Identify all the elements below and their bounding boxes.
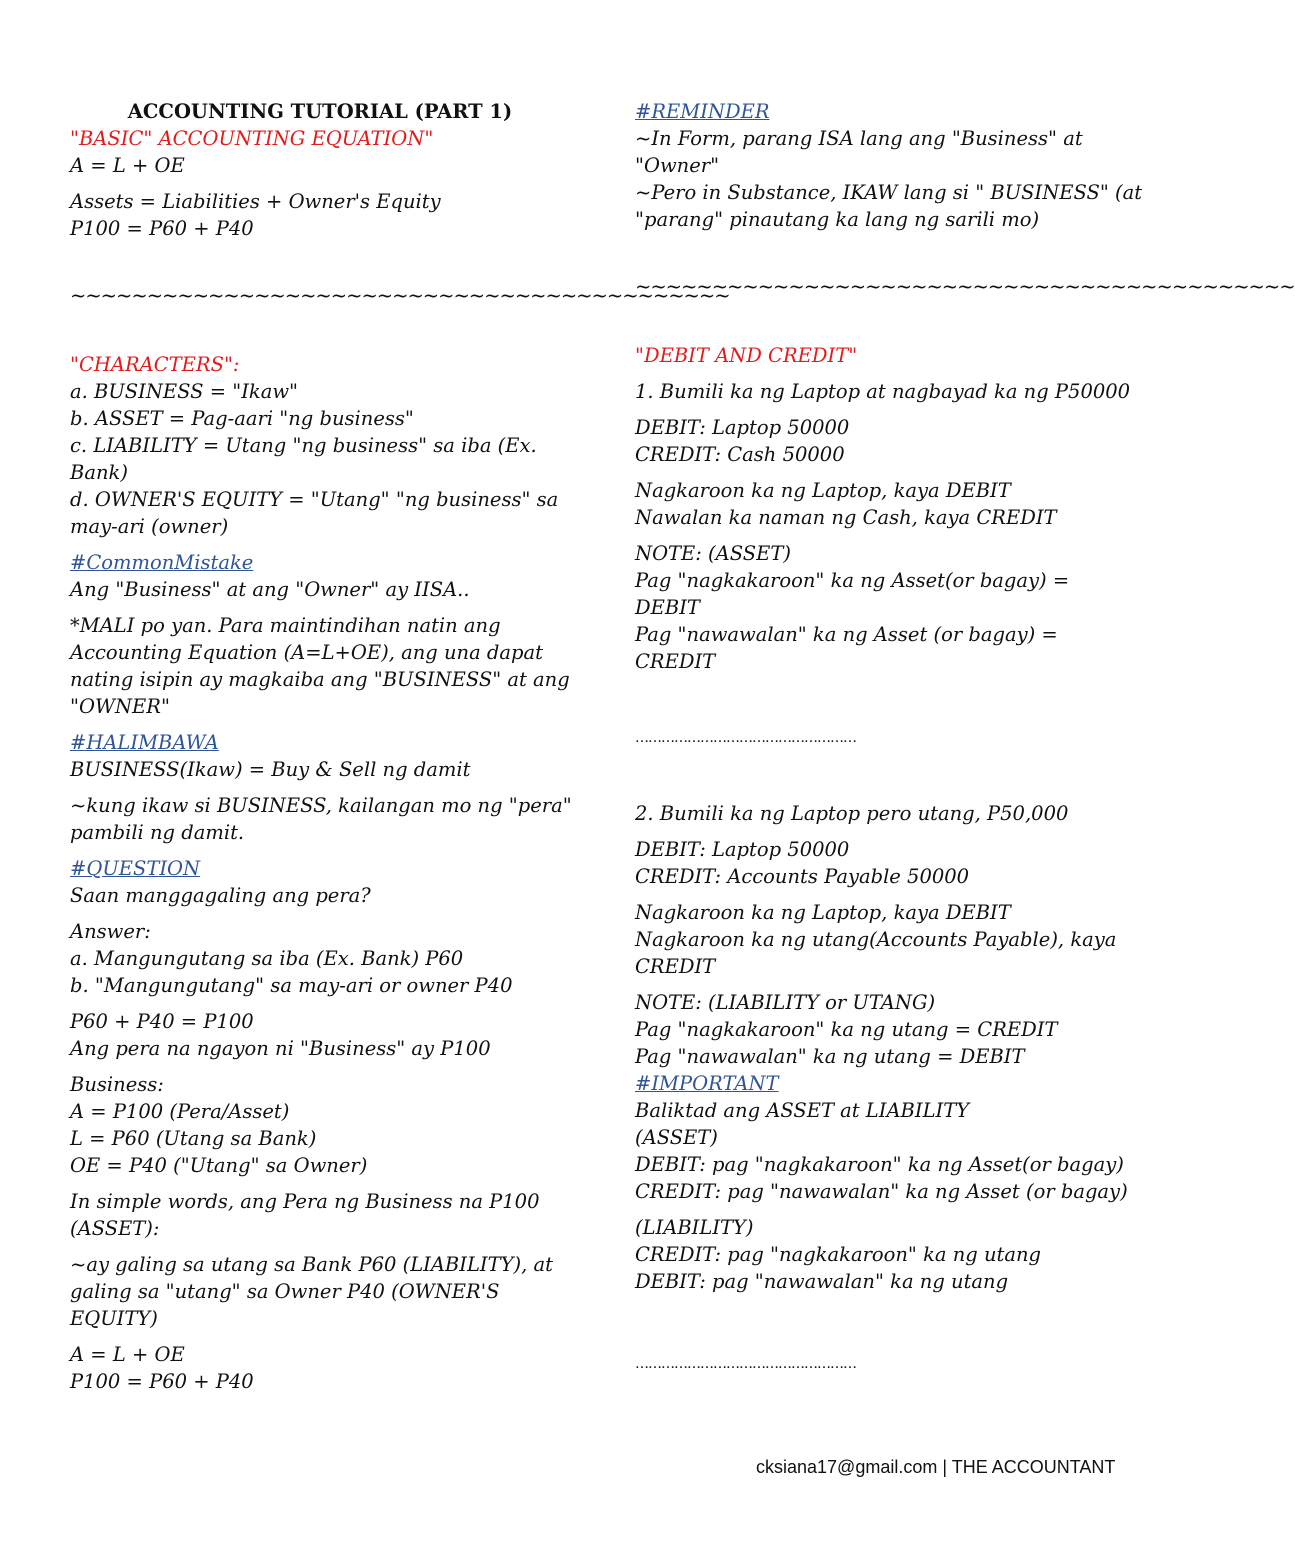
body-text: Nagkaroon ka ng utang(Accounts Payable), kaya <box>635 928 1117 951</box>
body-text: BUSINESS(Ikaw) = Buy & Sell ng damit <box>70 758 471 781</box>
hashtag-important[interactable]: #IMPORTANT <box>635 1072 779 1095</box>
equation-line: Assets = Liabilities + Owner's Equity <box>70 190 441 213</box>
body-text: b. "Mangungutang" sa may-ari or owner P40 <box>70 974 513 997</box>
right-column <box>635 98 1295 1378</box>
body-text: CREDIT <box>635 955 716 978</box>
body-text: ~kung ikaw si BUSINESS, kailangan mo ng "pera" <box>70 794 572 817</box>
body-text: P60 + P40 = P100 <box>70 1010 254 1033</box>
document-title: ACCOUNTING TUTORIAL (PART 1) <box>127 100 513 123</box>
body-text: A = L + OE <box>70 1343 185 1366</box>
character-item: c. LIABILITY = Utang "ng business" sa iba (Ex. <box>70 434 537 457</box>
body-text: DEBIT: Laptop 50000 <box>635 838 850 861</box>
hashtag-question[interactable]: #QUESTION <box>70 857 201 880</box>
characters-heading: "CHARACTERS": <box>70 353 240 376</box>
character-item: b. ASSET = Pag-aari "ng business" <box>70 407 414 430</box>
equation-line: A = L + OE <box>70 154 185 177</box>
body-text: ~Pero in Substance, IKAW lang si " BUSINESS" (at <box>635 181 1143 204</box>
body-text: (ASSET) <box>635 1126 718 1149</box>
body-text: Answer: <box>70 920 151 943</box>
body-text: DEBIT: Laptop 50000 <box>635 416 850 439</box>
body-text: pambili ng damit. <box>70 821 245 844</box>
character-item: a. BUSINESS = "Ikaw" <box>70 380 299 403</box>
body-text: CREDIT: pag "nagkakaroon" ka ng utang <box>635 1243 1042 1266</box>
body-text: DEBIT <box>635 596 700 619</box>
body-text: "OWNER" <box>70 695 170 718</box>
body-text: Ang "Business" at ang "Owner" ay IISA.. <box>70 578 470 601</box>
example-1-title: 1. Bumili ka ng Laptop at nagbayad ka ng P50000 <box>635 380 1131 403</box>
body-text: In simple words, ang Pera ng Business na P100 <box>70 1190 540 1213</box>
body-text: nating isipin ay magkaiba ang "BUSINESS" at ang <box>70 668 570 691</box>
body-text: CREDIT: Cash 50000 <box>635 443 845 466</box>
body-text: Pag "nawawalan" ka ng utang = DEBIT <box>635 1045 1025 1068</box>
body-text: ~In Form, parang ISA lang ang "Business" at <box>635 127 1083 150</box>
body-text: NOTE: (ASSET) <box>635 542 791 565</box>
body-text: Nawalan ka naman ng Cash, kaya CREDIT <box>635 506 1057 529</box>
body-text: Pag "nagkakaroon" ka ng Asset(or bagay) = <box>635 569 1070 592</box>
character-item: Bank) <box>70 461 128 484</box>
page-footer: cksiana17@gmail.com | THE ACCOUNTANT <box>756 1457 1116 1477</box>
dotted-separator: …………………………………………… <box>635 1356 856 1372</box>
body-text: Pag "nagkakaroon" ka ng utang = CREDIT <box>635 1018 1058 1041</box>
body-text: Baliktad ang ASSET at LIABILITY <box>635 1099 970 1122</box>
body-text: Pag "nawawalan" ka ng Asset (or bagay) = <box>635 623 1058 646</box>
tilde-separator: ~~~~~~~~~~~~~~~~~~~~~~~~~~~~~~~~~~~~~~~~~~~ <box>70 284 730 307</box>
debit-credit-heading: "DEBIT AND CREDIT" <box>635 344 858 367</box>
body-text: OE = P40 ("Utang" sa Owner) <box>70 1154 368 1177</box>
character-item: may-ari (owner) <box>70 515 229 538</box>
body-text: Business: <box>70 1073 164 1096</box>
body-text: CREDIT: Accounts Payable 50000 <box>635 865 970 888</box>
tilde-separator: ~~~~~~~~~~~~~~~~~~~~~~~~~~~~~~~~~~~~~~~~~~~ <box>635 275 1295 298</box>
body-text: DEBIT: pag "nagkakaroon" ka ng Asset(or bagay) <box>635 1153 1124 1176</box>
body-text: NOTE: (LIABILITY or UTANG) <box>635 991 936 1014</box>
hashtag-common-mistake[interactable]: #CommonMistake <box>70 551 254 574</box>
body-text: "parang" pinautang ka lang ng sarili mo) <box>635 208 1040 231</box>
character-item: d. OWNER'S EQUITY = "Utang" "ng business" sa <box>70 488 559 511</box>
body-text: P100 = P60 + P40 <box>70 1370 254 1393</box>
body-text: DEBIT: pag "nawawalan" ka ng utang <box>635 1270 1009 1293</box>
body-text: Accounting Equation (A=L+OE), ang una dapat <box>70 641 543 664</box>
body-text: L = P60 (Utang sa Bank) <box>70 1127 317 1150</box>
body-text: Saan manggagaling ang pera? <box>70 884 371 907</box>
body-text: a. Mangungutang sa iba (Ex. Bank) P60 <box>70 947 464 970</box>
body-text: Ang pera na ngayon ni "Business" ay P100 <box>70 1037 491 1060</box>
basic-equation-heading: "BASIC" ACCOUNTING EQUATION" <box>70 127 434 150</box>
body-text: (LIABILITY) <box>635 1216 754 1239</box>
body-text: (ASSET): <box>70 1217 160 1240</box>
dotted-separator: …………………………………………… <box>635 730 856 746</box>
hashtag-reminder[interactable]: #REMINDER <box>635 100 770 123</box>
equation-line: P100 = P60 + P40 <box>70 217 254 240</box>
body-text: A = P100 (Pera/Asset) <box>70 1100 290 1123</box>
body-text: CREDIT <box>635 650 716 673</box>
body-text: Nagkaroon ka ng Laptop, kaya DEBIT <box>635 901 1011 924</box>
example-2-title: 2. Bumili ka ng Laptop pero utang, P50,000 <box>635 802 1069 825</box>
body-text: "Owner" <box>635 154 720 177</box>
hashtag-halimbawa[interactable]: #HALIMBAWA <box>70 731 219 754</box>
body-text: ~ay galing sa utang sa Bank P60 (LIABILITY), at <box>70 1253 553 1276</box>
body-text: EQUITY) <box>70 1307 158 1330</box>
body-text: *MALI po yan. Para maintindihan natin ang <box>70 614 501 637</box>
body-text: Nagkaroon ka ng Laptop, kaya DEBIT <box>635 479 1011 502</box>
body-text: CREDIT: pag "nawawalan" ka ng Asset (or bagay) <box>635 1180 1128 1203</box>
body-text: galing sa "utang" sa Owner P40 (OWNER'S <box>70 1280 500 1303</box>
